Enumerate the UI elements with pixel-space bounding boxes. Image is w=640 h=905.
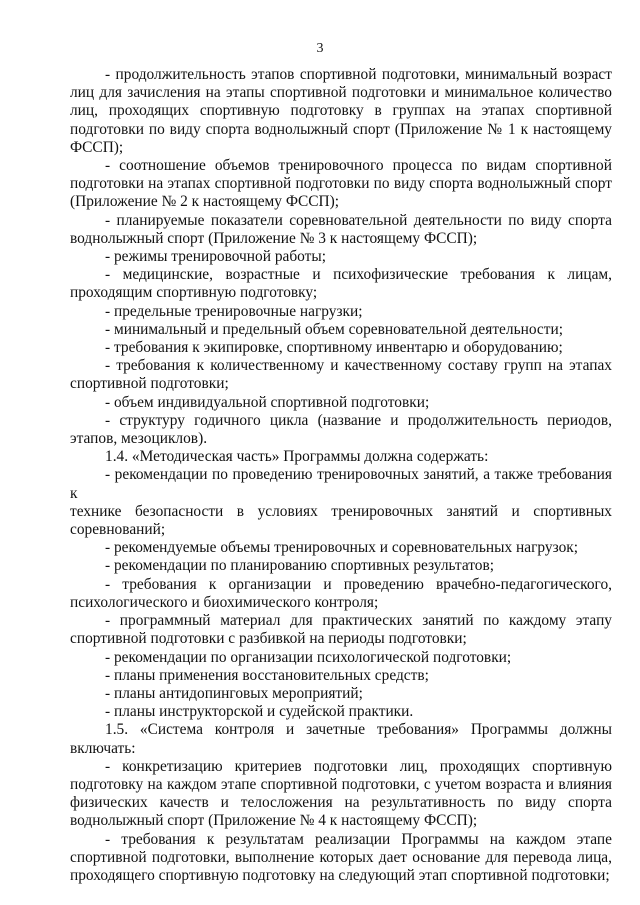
text-line: - конкретизацию критериев подготовки лиц, проходящих спортивную <box>105 757 612 775</box>
paragraph <box>70 612 612 648</box>
paragraph <box>70 758 612 831</box>
text-line: технике безопасности в условиях тренировочных занятий и спортивных <box>70 502 612 520</box>
text-line: - рекомендации по планированию спортивных результатов; <box>105 557 495 575</box>
text-line: физических качеств и телосложения на результативность по виду спорта <box>70 794 612 812</box>
text-line: - планы применения восстановительных средств; <box>105 666 429 684</box>
paragraph <box>70 721 612 757</box>
paragraph <box>70 357 612 393</box>
paragraph <box>70 557 612 575</box>
paragraph <box>70 66 612 157</box>
text-line: проходящего спортивную подготовку на следующий этап спортивной подготовки; <box>70 866 610 884</box>
paragraph <box>70 685 612 703</box>
text-line: подготовку на каждом этапе спортивной подготовки, с учетом возраста и влияния <box>70 775 612 793</box>
text-line: - планы антидопинговых мероприятий; <box>105 684 363 702</box>
text-line: (Приложение № 2 к настоящему ФССП); <box>70 193 340 211</box>
text-line: - требования к результатам реализации Программы на каждом этапе <box>105 830 612 848</box>
text-line: - объем индивидуальной спортивной подготовки; <box>105 393 430 411</box>
text-line: лиц, проходящих спортивную подготовку в группах на этапах спортивной <box>70 102 612 120</box>
paragraph <box>70 266 612 302</box>
text-line: спортивной подготовки; <box>70 375 229 393</box>
text-line: - планы инструкторской и судейской практики. <box>105 703 414 721</box>
text-line: - предельные тренировочные нагрузки; <box>105 302 363 320</box>
paragraph <box>70 448 612 466</box>
text-line: 1.5. «Система контроля и зачетные требования» Программы должны <box>105 721 612 739</box>
paragraph <box>70 539 612 557</box>
text-line: 1.4. «Методическая часть» Программы должна содержать: <box>105 448 489 466</box>
text-line: - требования к количественному и качественному составу групп на этапах <box>105 357 612 375</box>
text-line: спортивной подготовки с разбивкой на периоды подготовки; <box>70 630 467 648</box>
paragraph <box>70 339 612 357</box>
paragraph <box>70 466 612 539</box>
text-line: подготовки по виду спорта воднолыжный спорт (Приложение № 1 к настоящему <box>70 120 612 138</box>
paragraph <box>70 412 612 448</box>
paragraph <box>70 649 612 667</box>
text-line: психологического и биохимического контроля; <box>70 593 379 611</box>
text-line: - требования к организации и проведению врачебно-педагогического, <box>105 575 612 593</box>
text-line: - структуру годичного цикла (название и продолжительность периодов, <box>105 411 612 429</box>
text-line: - рекомендации по проведению тренировочных занятий, а также требования к <box>70 466 612 502</box>
text-line: - планируемые показатели соревновательной деятельности по виду спорта <box>105 211 612 229</box>
text-line: ФССП); <box>70 138 124 156</box>
text-line: - минимальный и предельный объем соревновательной деятельности; <box>105 320 563 338</box>
text-line: включать: <box>70 739 136 757</box>
text-line: - рекомендации по организации психологической подготовки; <box>105 648 512 666</box>
text-line: - медицинские, возрастные и психофизические требования к лицам, <box>105 266 612 284</box>
paragraph <box>70 303 612 321</box>
text-line: соревнований; <box>70 521 166 539</box>
text-line: спортивной подготовки, выполнение которых дает основание для перевода лица, <box>70 848 612 866</box>
text-line: - требования к экипировке, спортивному инвентарю и оборудованию; <box>105 339 563 357</box>
text-line: - соотношение объемов тренировочного процесса по видам спортивной <box>105 157 612 175</box>
text-line: воднолыжный спорт (Приложение № 3 к настоящему ФССП); <box>70 229 478 247</box>
page-number: 3 <box>316 41 324 56</box>
text-line: проходящим спортивную подготовку; <box>70 284 318 302</box>
text-line: - режимы тренировочной работы; <box>105 248 327 266</box>
text-line: - продолжительность этапов спортивной подготовки, минимальный возраст <box>105 66 612 83</box>
paragraph <box>70 667 612 685</box>
text-line: этапов, мезоциклов). <box>70 430 208 448</box>
text-line: - рекомендуемые объемы тренировочных и соревновательных нагрузок; <box>105 539 579 557</box>
paragraph <box>70 831 612 886</box>
text-line: воднолыжный спорт (Приложение № 4 к настоящему ФССП); <box>70 812 478 830</box>
paragraph <box>70 321 612 339</box>
paragraph <box>70 248 612 266</box>
paragraph <box>70 703 612 721</box>
document-body <box>70 66 612 885</box>
paragraph <box>70 576 612 612</box>
text-line: лиц для зачисления на этапы спортивной подготовки и минимальное количество <box>70 84 612 102</box>
paragraph <box>70 212 612 248</box>
text-line: - программный материал для практических занятий по каждому этапу <box>105 612 612 630</box>
paragraph <box>70 394 612 412</box>
text-line: подготовки на этапах спортивной подготовки по виду спорта воднолыжный спорт <box>70 175 612 193</box>
paragraph <box>70 157 612 212</box>
